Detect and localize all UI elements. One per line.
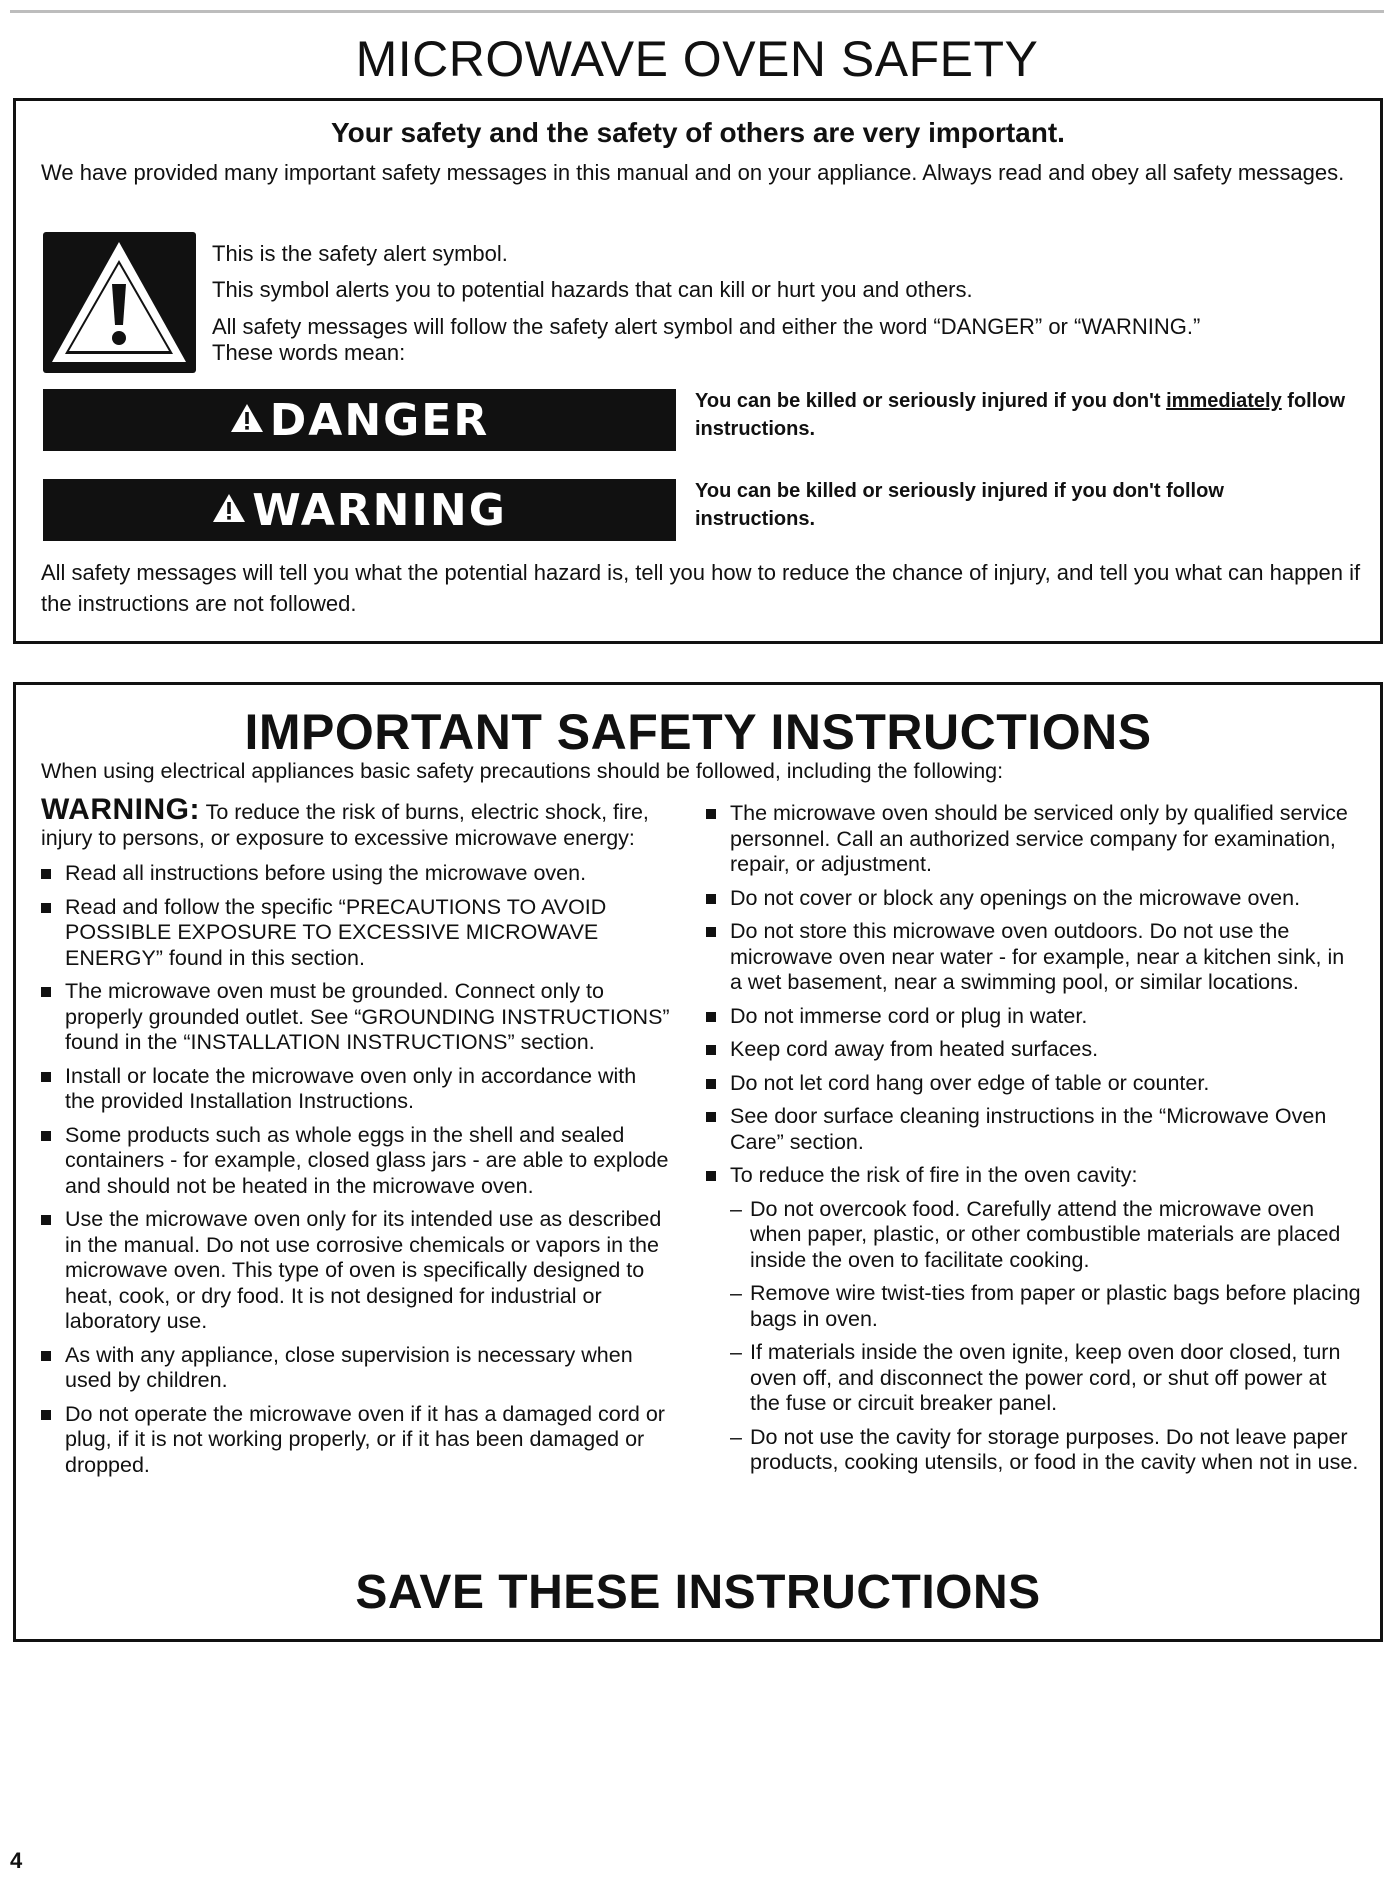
list-item-text: Read all instructions before using the microwave oven. <box>65 861 587 885</box>
list-item-text: See door surface cleaning instructions in the “Microwave Oven Care” section. <box>730 1104 1327 1154</box>
sub-list-item-text: Remove wire twist-ties from paper or plastic bags before placing bags in oven. <box>750 1281 1361 1331</box>
bullet-square-icon <box>41 1072 51 1082</box>
list-item-text: Keep cord away from heated surfaces. <box>730 1037 1099 1061</box>
bullet-square-icon <box>706 927 716 937</box>
alert-symbol-description <box>212 236 1200 366</box>
list-item-text: The microwave oven must be grounded. Connect only to properly grounded outlet. See “GROUNDING INSTRUCTIONS” found in the “INSTALLATION INSTRUCTIONS” section. <box>65 979 670 1054</box>
list-item-text: As with any appliance, close supervision is necessary when used by children. <box>65 1342 633 1392</box>
list-item <box>706 1037 1361 1063</box>
warning-description: You can be killed or seriously injured if you don't follow instructions. <box>695 480 1224 530</box>
danger-triangle-icon <box>230 403 264 438</box>
list-item-text: Read and follow the specific “PRECAUTIONS TO AVOID POSSIBLE EXPOSURE TO EXCESSIVE MICROWAVE ENERGY” found in this section. <box>65 894 607 970</box>
top-rule <box>10 10 1384 13</box>
dash-marker: – <box>730 1281 742 1305</box>
safety-footer: All safety messages will tell you what the potential hazard is, tell you how to reduce the chance of injury, and tell you what can happen if the instructions are not followed. <box>41 560 1361 616</box>
sub-list-item <box>706 1340 1361 1417</box>
sub-list-item-text: Do not use the cavity for storage purposes. Do not leave paper products, cooking utensils, or food in the cavity when not in use. <box>750 1424 1359 1474</box>
danger-description <box>695 387 1375 443</box>
bullet-square-icon <box>41 987 51 997</box>
warning-intro-text: To reduce the risk of burns, electric shock, fire, injury to persons, or exposure to excessive microwave energy: <box>41 800 649 850</box>
bullet-square-icon <box>706 894 716 904</box>
warning-word: WARNING <box>252 484 507 536</box>
bullet-square-icon <box>706 809 716 819</box>
list-item <box>41 1123 671 1200</box>
warning-label: WARNING: <box>41 793 200 826</box>
instructions-intro: When using electrical appliances basic safety precautions should be followed, including the following: <box>41 759 1004 783</box>
list-item-text: Do not cover or block any openings on the microwave oven. <box>730 885 1301 910</box>
list-item <box>41 1064 671 1115</box>
sub-list-item-text: Do not overcook food. Carefully attend the microwave oven when paper, plastic, or other combustible materials are placed inside the oven to facilitate cooking. <box>750 1196 1341 1272</box>
list-item-text: Do not operate the microwave oven if it has a damaged cord or plug, if it is not working properly, or if it has been damaged or dropped. <box>65 1401 665 1477</box>
list-item <box>706 1104 1361 1155</box>
danger-signal-bar <box>43 389 676 451</box>
page-title: MICROWAVE OVEN SAFETY <box>355 31 1039 87</box>
left-column <box>41 793 671 1486</box>
dash-marker: – <box>730 1196 742 1221</box>
list-item <box>706 801 1361 878</box>
bullet-square-icon <box>41 903 51 913</box>
sub-list-item <box>706 1281 1361 1332</box>
alert-line-2: This symbol alerts you to potential hazards that can kill or hurt you and others. <box>212 277 973 302</box>
danger-text-end: follow instructions. <box>695 390 1346 440</box>
safety-info-box <box>13 98 1383 644</box>
alert-line-1: This is the safety alert symbol. <box>212 241 508 266</box>
bullet-square-icon <box>706 1112 716 1122</box>
list-item-text: The microwave oven should be serviced only by qualified service personnel. Call an authorized service company for examination, repair, or adjustment. <box>730 801 1348 876</box>
page-number: 4 <box>10 1848 23 1873</box>
warning-triangle-icon <box>212 493 246 528</box>
bullet-square-icon <box>706 1045 716 1055</box>
alert-line-4: These words mean: <box>212 340 406 365</box>
danger-text-underlined: immediately <box>1166 390 1282 412</box>
list-item <box>706 886 1361 912</box>
safety-alert-symbol-icon <box>43 232 196 373</box>
list-item <box>706 919 1361 996</box>
bullet-square-icon <box>41 1410 51 1420</box>
bullet-square-icon <box>41 1215 51 1225</box>
dash-marker: – <box>730 1340 742 1364</box>
list-item <box>706 1004 1361 1030</box>
list-item-text: Do not let cord hang over edge of table or counter. <box>730 1070 1210 1095</box>
right-column <box>706 801 1361 1484</box>
list-item-text: Use the microwave oven only for its intended use as described in the manual. Do not use corrosive chemicals or vapors in the microwave oven. This type of oven is specifically designed to heat, cook, or dry food. It is not designed for industrial or laboratory use. <box>65 1207 662 1333</box>
instructions-box <box>13 682 1383 1642</box>
sub-list-item <box>706 1197 1361 1274</box>
bullet-square-icon <box>41 1351 51 1361</box>
instructions-heading: IMPORTANT SAFETY INSTRUCTIONS <box>244 704 1152 760</box>
alert-line-3: All safety messages will follow the safety alert symbol and either the word “DANGER” or “WARNING.” <box>212 314 1201 339</box>
bullet-square-icon <box>706 1171 716 1181</box>
warning-intro <box>41 793 671 851</box>
bullet-square-icon <box>706 1079 716 1089</box>
bullet-square-icon <box>41 1131 51 1141</box>
save-instructions-heading: SAVE THESE INSTRUCTIONS <box>355 1566 1041 1619</box>
list-item <box>706 1163 1361 1189</box>
bullet-square-icon <box>706 1012 716 1022</box>
safety-intro: We have provided many important safety messages in this manual and on your appliance. Always read and obey all safety messages. <box>41 160 1345 185</box>
list-item <box>41 1343 671 1394</box>
warning-signal-bar <box>43 479 676 541</box>
sub-list-item <box>706 1425 1361 1476</box>
list-item-text: Do not immerse cord or plug in water. <box>730 1003 1088 1028</box>
list-item <box>41 861 671 887</box>
list-item-text: Do not store this microwave oven outdoors. Do not use the microwave oven near water - for example, near a kitchen sink, in a wet basement, near a swimming pool, or similar locations. <box>730 919 1345 994</box>
list-item <box>41 1207 671 1335</box>
danger-word: DANGER <box>269 394 490 446</box>
safety-heading: Your safety and the safety of others are very important. <box>331 117 1065 148</box>
dash-marker: – <box>730 1424 742 1449</box>
list-item <box>41 1402 671 1479</box>
sub-list-item-text: If materials inside the oven ignite, keep oven door closed, turn oven off, and disconnect the power cord, or shut off power at the fuse or circuit breaker panel. <box>750 1340 1341 1415</box>
list-item <box>41 979 671 1056</box>
list-item-text: To reduce the risk of fire in the oven cavity: <box>730 1163 1138 1187</box>
danger-text-start: You can be killed or seriously injured if you don't <box>695 390 1167 412</box>
list-item-text: Some products such as whole eggs in the shell and sealed containers - for example, closed glass jars - are able to explode and should not be heated in the microwave oven. <box>65 1122 669 1198</box>
list-item <box>41 895 671 972</box>
list-item <box>706 1071 1361 1097</box>
list-item-text: Install or locate the microwave oven only in accordance with the provided Installation Instructions. <box>65 1063 637 1113</box>
bullet-square-icon <box>41 869 51 879</box>
